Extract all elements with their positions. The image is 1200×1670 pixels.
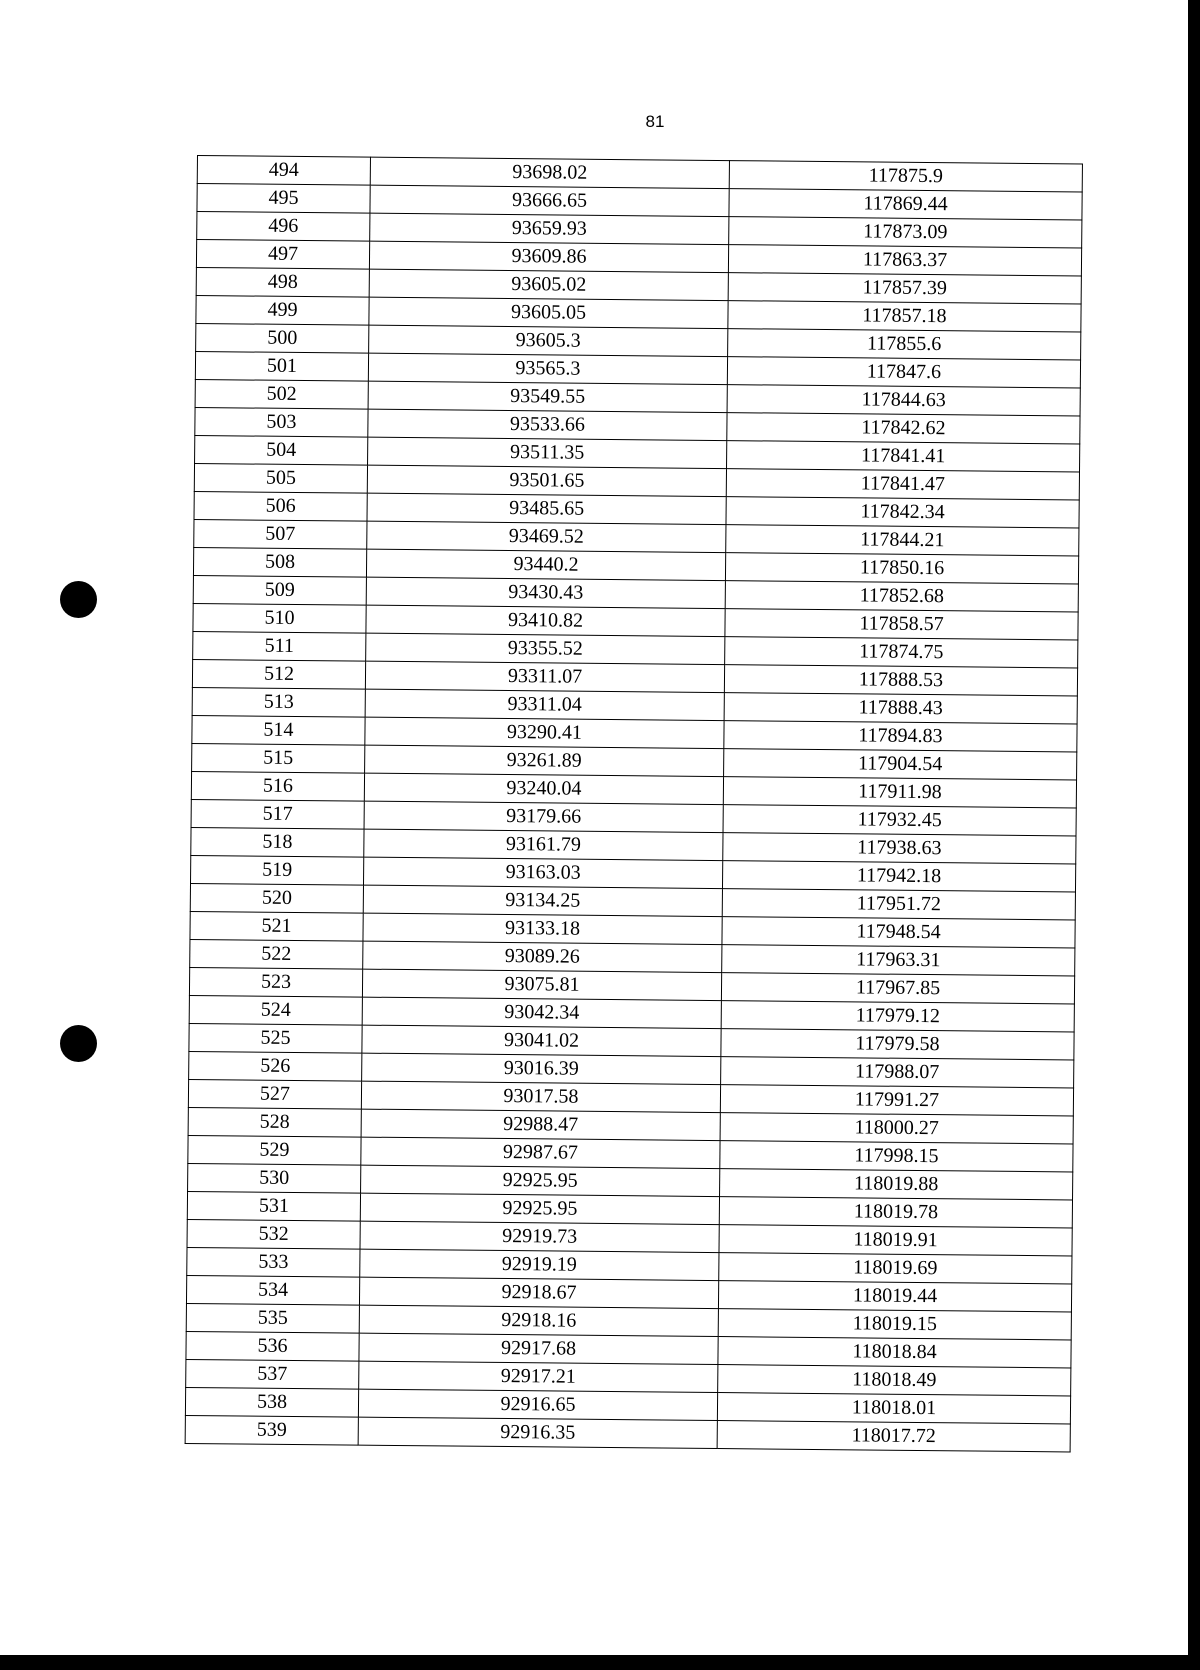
y-coordinate-cell: 117998.15 [720,1141,1073,1172]
y-coordinate-cell: 117842.62 [727,413,1080,444]
point-id-cell: 525 [189,1023,362,1053]
x-coordinate-cell: 93161.79 [364,829,723,860]
x-coordinate-cell: 93133.18 [363,913,722,944]
x-coordinate-cell: 93041.02 [362,1025,721,1056]
x-coordinate-cell: 93605.02 [369,269,728,300]
point-id-cell: 520 [190,883,363,913]
y-coordinate-cell: 117894.83 [724,721,1077,752]
point-id-cell: 496 [197,212,370,242]
x-coordinate-cell: 93042.34 [362,997,721,1028]
x-coordinate-cell: 93410.82 [366,605,725,636]
point-id-cell: 521 [190,911,363,941]
point-id-cell: 526 [189,1051,362,1081]
x-coordinate-cell: 93605.3 [369,325,728,356]
y-coordinate-cell: 117844.21 [726,525,1079,556]
point-id-cell: 527 [188,1079,361,1109]
y-coordinate-cell: 117850.16 [725,553,1078,584]
point-id-cell: 528 [188,1107,361,1137]
y-coordinate-cell: 117988.07 [721,1057,1074,1088]
point-id-cell: 529 [188,1135,361,1165]
point-id-cell: 532 [187,1219,360,1249]
y-coordinate-cell: 118000.27 [720,1113,1073,1144]
x-coordinate-cell: 93134.25 [363,885,722,916]
point-id-cell: 530 [188,1163,361,1193]
point-id-cell: 505 [194,463,367,493]
y-coordinate-cell: 117888.43 [724,693,1077,724]
x-coordinate-cell: 93290.41 [365,717,724,748]
y-coordinate-cell: 117844.63 [727,385,1080,416]
point-id-cell: 517 [191,799,364,829]
y-coordinate-cell: 118017.72 [717,1421,1070,1452]
x-coordinate-cell: 93533.66 [368,409,727,440]
y-coordinate-cell: 118019.15 [718,1309,1071,1340]
x-coordinate-cell: 93355.52 [366,633,725,664]
x-coordinate-cell: 92919.19 [360,1249,719,1280]
y-coordinate-cell: 117979.58 [721,1029,1074,1060]
x-coordinate-cell: 93565.3 [368,353,727,384]
coordinate-table-wrapper [185,155,1079,1452]
x-coordinate-cell: 92988.47 [361,1109,720,1140]
point-id-cell: 519 [191,855,364,885]
x-coordinate-cell: 93075.81 [362,969,721,1000]
y-coordinate-cell: 117967.85 [721,973,1074,1004]
y-coordinate-cell: 117858.57 [725,609,1078,640]
y-coordinate-cell: 117938.63 [723,833,1076,864]
x-coordinate-cell: 93666.65 [370,185,729,216]
x-coordinate-cell: 93240.04 [364,773,723,804]
point-id-cell: 495 [197,184,370,214]
x-coordinate-cell: 93698.02 [370,157,729,188]
point-id-cell: 508 [193,547,366,577]
y-coordinate-cell: 117852.68 [725,581,1078,612]
y-coordinate-cell: 117888.53 [724,665,1077,696]
x-coordinate-cell: 92918.16 [359,1305,718,1336]
x-coordinate-cell: 93311.07 [365,661,724,692]
y-coordinate-cell: 117911.98 [723,777,1076,808]
point-id-cell: 531 [187,1191,360,1221]
coordinate-table [185,155,1083,1452]
x-coordinate-cell: 92917.68 [359,1333,718,1364]
point-id-cell: 538 [185,1387,358,1417]
x-coordinate-cell: 93179.66 [364,801,723,832]
point-id-cell: 513 [192,687,365,717]
y-coordinate-cell: 117932.45 [723,805,1076,836]
point-id-cell: 502 [195,379,368,409]
y-coordinate-cell: 118019.44 [718,1281,1071,1312]
x-coordinate-cell: 93501.65 [367,465,726,496]
x-coordinate-cell: 93261.89 [365,745,724,776]
y-coordinate-cell: 117847.6 [727,357,1080,388]
x-coordinate-cell: 92919.73 [360,1221,719,1252]
y-coordinate-cell: 118018.49 [718,1365,1071,1396]
point-id-cell: 507 [194,519,367,549]
y-coordinate-cell: 117869.44 [729,189,1082,220]
x-coordinate-cell: 93089.26 [363,941,722,972]
point-id-cell: 536 [186,1331,359,1361]
y-coordinate-cell: 118019.91 [719,1225,1072,1256]
x-coordinate-cell: 93605.05 [369,297,728,328]
x-coordinate-cell: 93430.43 [366,577,725,608]
point-id-cell: 499 [196,295,369,325]
y-coordinate-cell: 117979.12 [721,1001,1074,1032]
x-coordinate-cell: 93659.93 [370,213,729,244]
x-coordinate-cell: 93549.55 [368,381,727,412]
point-id-cell: 498 [196,267,369,297]
x-coordinate-cell: 93163.03 [363,857,722,888]
x-coordinate-cell: 93016.39 [362,1053,721,1084]
y-coordinate-cell: 117951.72 [722,889,1075,920]
point-id-cell: 533 [187,1247,360,1277]
point-id-cell: 518 [191,827,364,857]
point-id-cell: 523 [189,967,362,997]
punch-hole-top [60,581,97,618]
y-coordinate-cell: 117857.18 [728,301,1081,332]
point-id-cell: 539 [185,1415,358,1445]
y-coordinate-cell: 117841.47 [726,469,1079,500]
y-coordinate-cell: 118018.01 [717,1393,1070,1424]
punch-hole-bottom [60,1025,97,1062]
point-id-cell: 494 [197,156,370,186]
point-id-cell: 512 [192,659,365,689]
coordinate-table-body [185,156,1082,1452]
point-id-cell: 501 [195,351,368,381]
point-id-cell: 537 [186,1359,359,1389]
y-coordinate-cell: 117873.09 [729,217,1082,248]
point-id-cell: 522 [190,939,363,969]
y-coordinate-cell: 117875.9 [729,161,1082,192]
x-coordinate-cell: 93311.04 [365,689,724,720]
point-id-cell: 497 [196,240,369,270]
x-coordinate-cell: 92916.65 [358,1389,717,1420]
point-id-cell: 500 [196,323,369,353]
y-coordinate-cell: 117948.54 [722,917,1075,948]
y-coordinate-cell: 117963.31 [722,945,1075,976]
y-coordinate-cell: 117991.27 [720,1085,1073,1116]
y-coordinate-cell: 118019.88 [720,1169,1073,1200]
point-id-cell: 510 [193,603,366,633]
point-id-cell: 516 [191,771,364,801]
point-id-cell: 534 [186,1275,359,1305]
point-id-cell: 535 [186,1303,359,1333]
x-coordinate-cell: 92987.67 [361,1137,720,1168]
y-coordinate-cell: 117841.41 [727,441,1080,472]
point-id-cell: 509 [193,575,366,605]
x-coordinate-cell: 93017.58 [361,1081,720,1112]
x-coordinate-cell: 93469.52 [367,521,726,552]
x-coordinate-cell: 93511.35 [368,437,727,468]
y-coordinate-cell: 118019.69 [719,1253,1072,1284]
y-coordinate-cell: 117874.75 [725,637,1078,668]
point-id-cell: 515 [192,743,365,773]
y-coordinate-cell: 118018.84 [718,1337,1071,1368]
x-coordinate-cell: 92918.67 [359,1277,718,1308]
y-coordinate-cell: 117857.39 [728,273,1081,304]
point-id-cell: 511 [193,631,366,661]
y-coordinate-cell: 117904.54 [724,749,1077,780]
x-coordinate-cell: 92917.21 [359,1361,718,1392]
y-coordinate-cell: 117855.6 [728,329,1081,360]
x-coordinate-cell: 92916.35 [358,1417,717,1448]
y-coordinate-cell: 117863.37 [728,245,1081,276]
point-id-cell: 504 [195,435,368,465]
page-number: 81 [645,112,665,131]
x-coordinate-cell: 92925.95 [361,1165,720,1196]
x-coordinate-cell: 92925.95 [360,1193,719,1224]
x-coordinate-cell: 93609.86 [369,241,728,272]
y-coordinate-cell: 118019.78 [719,1197,1072,1228]
x-coordinate-cell: 93440.2 [366,549,725,580]
point-id-cell: 524 [189,995,362,1025]
y-coordinate-cell: 117842.34 [726,497,1079,528]
x-coordinate-cell: 93485.65 [367,493,726,524]
y-coordinate-cell: 117942.18 [722,861,1075,892]
point-id-cell: 503 [195,407,368,437]
point-id-cell: 514 [192,715,365,745]
point-id-cell: 506 [194,491,367,521]
